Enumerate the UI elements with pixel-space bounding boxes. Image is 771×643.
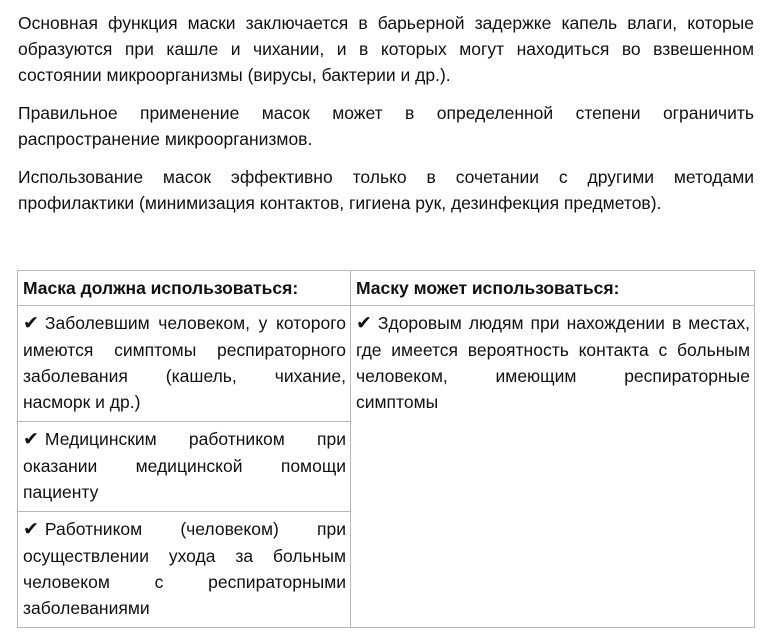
paragraph-proper-use: Правильное применение масок может в определенной степени ограничить распространение микроорганизмов.	[18, 103, 754, 149]
must-use-item-text: Медицинским работником при оказании медицинской помощи пациенту	[23, 429, 346, 502]
checkmark-icon: ✔	[356, 313, 372, 334]
must-use-item-sick-person	[18, 306, 351, 422]
header-must-use: Маска должна использоваться:	[18, 271, 351, 306]
table-row	[18, 306, 755, 422]
may-use-item-healthy-people	[351, 306, 755, 628]
document-body	[18, 10, 754, 228]
must-use-item-text: Работником (человеком) при осуществлении ухода за больным человеком с респираторными заболеваниями	[23, 519, 346, 618]
paragraph-mask-function: Основная функция маски заключается в барьерной задержке капель влаги, которые образуются при кашле и чихании, и в которых могут находиться во взвешенном состоянии микроорганизмы (вирусы, бактерии и др.).	[18, 13, 754, 85]
header-may-use: Маску может использоваться:	[351, 271, 755, 306]
must-use-item-medical-worker	[18, 422, 351, 512]
paragraph-effectiveness: Использование масок эффективно только в сочетании с другими методами профилактики (минимизация контактов, гигиена рук, дезинфекция предметов).	[18, 167, 754, 213]
checkmark-icon: ✔	[23, 313, 39, 334]
must-use-item-text: Заболевшим человеком, у которого имеются симптомы респираторного заболевания (кашель, чихание, насморк и др.)	[23, 313, 346, 412]
checkmark-icon: ✔	[23, 429, 39, 450]
may-use-item-text: Здоровым людям при нахождении в местах, где имеется вероятность контакта с больным человеком, имеющим респираторные симптомы	[356, 313, 750, 412]
table-header-row	[18, 271, 755, 306]
mask-usage-table	[17, 270, 755, 628]
must-use-item-caregiver	[18, 512, 351, 628]
checkmark-icon: ✔	[23, 519, 39, 540]
